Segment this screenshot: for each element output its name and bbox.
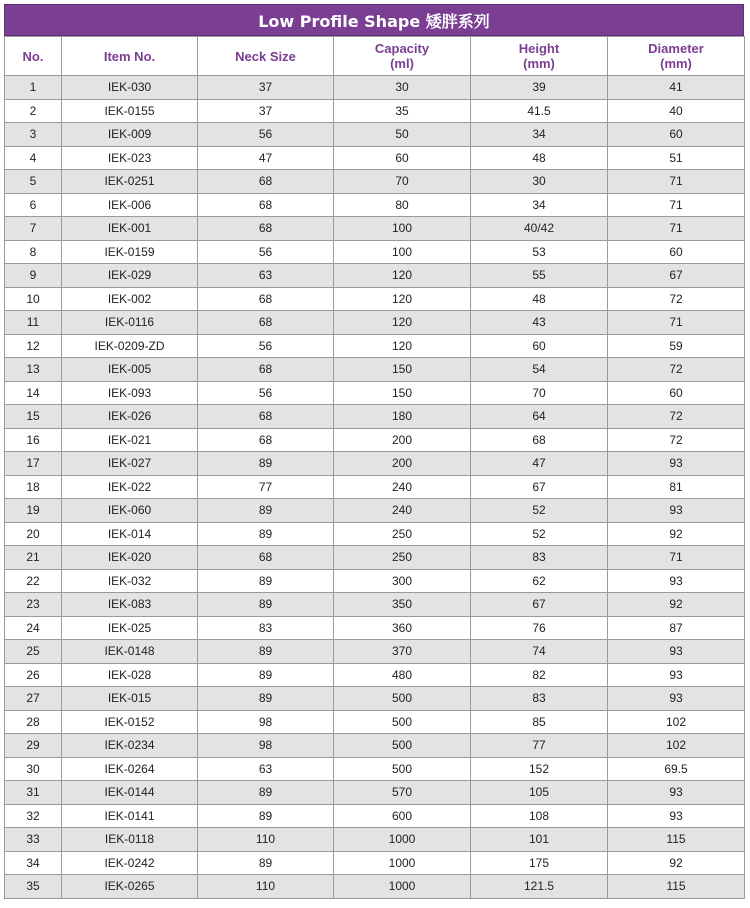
cell-item-no: IEK-0152 — [62, 710, 198, 734]
cell-neck-size: 77 — [198, 475, 334, 499]
cell-height: 41.5 — [471, 99, 608, 123]
cell-diameter: 40 — [608, 99, 745, 123]
cell-capacity: 350 — [334, 593, 471, 617]
cell-height: 34 — [471, 123, 608, 147]
table-row — [5, 593, 745, 617]
cell-diameter: 41 — [608, 76, 745, 100]
cell-diameter: 115 — [608, 828, 745, 852]
table-row — [5, 734, 745, 758]
cell-capacity: 1000 — [334, 828, 471, 852]
cell-height: 77 — [471, 734, 608, 758]
table-row — [5, 452, 745, 476]
cell-no: 35 — [5, 875, 62, 899]
cell-neck-size: 56 — [198, 123, 334, 147]
header-diameter-label: Diameter — [648, 41, 704, 56]
cell-height: 48 — [471, 146, 608, 170]
header-no: No. — [5, 37, 62, 76]
cell-no: 31 — [5, 781, 62, 805]
cell-no: 4 — [5, 146, 62, 170]
cell-capacity: 120 — [334, 311, 471, 335]
cell-neck-size: 68 — [198, 546, 334, 570]
cell-capacity: 120 — [334, 287, 471, 311]
cell-height: 64 — [471, 405, 608, 429]
cell-item-no: IEK-030 — [62, 76, 198, 100]
table-row — [5, 616, 745, 640]
cell-diameter: 60 — [608, 381, 745, 405]
cell-diameter: 67 — [608, 264, 745, 288]
cell-no: 30 — [5, 757, 62, 781]
cell-capacity: 150 — [334, 358, 471, 382]
cell-item-no: IEK-0209-ZD — [62, 334, 198, 358]
cell-height: 82 — [471, 663, 608, 687]
table-row — [5, 546, 745, 570]
cell-item-no: IEK-083 — [62, 593, 198, 617]
cell-height: 105 — [471, 781, 608, 805]
cell-capacity: 35 — [334, 99, 471, 123]
table-row — [5, 381, 745, 405]
cell-height: 62 — [471, 569, 608, 593]
cell-neck-size: 63 — [198, 757, 334, 781]
table-row — [5, 499, 745, 523]
cell-capacity: 120 — [334, 264, 471, 288]
cell-diameter: 93 — [608, 499, 745, 523]
table-row — [5, 569, 745, 593]
cell-item-no: IEK-0148 — [62, 640, 198, 664]
cell-no: 34 — [5, 851, 62, 875]
cell-height: 68 — [471, 428, 608, 452]
cell-no: 5 — [5, 170, 62, 194]
cell-diameter: 93 — [608, 804, 745, 828]
cell-height: 70 — [471, 381, 608, 405]
table-row — [5, 851, 745, 875]
cell-capacity: 150 — [334, 381, 471, 405]
cell-diameter: 93 — [608, 640, 745, 664]
cell-no: 11 — [5, 311, 62, 335]
cell-capacity: 180 — [334, 405, 471, 429]
cell-item-no: IEK-015 — [62, 687, 198, 711]
cell-no: 23 — [5, 593, 62, 617]
header-diameter — [608, 37, 745, 76]
cell-neck-size: 89 — [198, 663, 334, 687]
table-row — [5, 217, 745, 241]
cell-diameter: 60 — [608, 240, 745, 264]
cell-diameter: 92 — [608, 593, 745, 617]
cell-neck-size: 37 — [198, 99, 334, 123]
cell-diameter: 92 — [608, 522, 745, 546]
cell-capacity: 100 — [334, 217, 471, 241]
cell-height: 43 — [471, 311, 608, 335]
cell-neck-size: 98 — [198, 710, 334, 734]
table-row — [5, 640, 745, 664]
cell-item-no: IEK-0144 — [62, 781, 198, 805]
header-neck-size: Neck Size — [198, 37, 334, 76]
cell-capacity: 600 — [334, 804, 471, 828]
cell-neck-size: 83 — [198, 616, 334, 640]
cell-height: 67 — [471, 593, 608, 617]
cell-diameter: 93 — [608, 781, 745, 805]
cell-item-no: IEK-0234 — [62, 734, 198, 758]
cell-item-no: IEK-0265 — [62, 875, 198, 899]
cell-capacity: 570 — [334, 781, 471, 805]
cell-item-no: IEK-009 — [62, 123, 198, 147]
cell-neck-size: 47 — [198, 146, 334, 170]
cell-capacity: 30 — [334, 76, 471, 100]
cell-capacity: 250 — [334, 522, 471, 546]
table-row — [5, 781, 745, 805]
cell-diameter: 72 — [608, 287, 745, 311]
cell-no: 32 — [5, 804, 62, 828]
cell-diameter: 115 — [608, 875, 745, 899]
cell-capacity: 200 — [334, 428, 471, 452]
cell-no: 29 — [5, 734, 62, 758]
cell-neck-size: 89 — [198, 640, 334, 664]
cell-height: 83 — [471, 546, 608, 570]
cell-neck-size: 56 — [198, 240, 334, 264]
cell-neck-size: 89 — [198, 851, 334, 875]
cell-no: 1 — [5, 76, 62, 100]
table-row — [5, 170, 745, 194]
cell-item-no: IEK-0242 — [62, 851, 198, 875]
cell-height: 152 — [471, 757, 608, 781]
cell-height: 40/42 — [471, 217, 608, 241]
cell-neck-size: 37 — [198, 76, 334, 100]
cell-height: 74 — [471, 640, 608, 664]
header-height-label: Height — [518, 41, 560, 56]
cell-item-no: IEK-0264 — [62, 757, 198, 781]
cell-item-no: IEK-060 — [62, 499, 198, 523]
cell-height: 52 — [471, 499, 608, 523]
cell-diameter: 93 — [608, 687, 745, 711]
cell-capacity: 1000 — [334, 875, 471, 899]
cell-item-no: IEK-028 — [62, 663, 198, 687]
table-row — [5, 475, 745, 499]
cell-capacity: 60 — [334, 146, 471, 170]
table-row — [5, 334, 745, 358]
cell-no: 10 — [5, 287, 62, 311]
cell-height: 47 — [471, 452, 608, 476]
cell-height: 55 — [471, 264, 608, 288]
cell-capacity: 70 — [334, 170, 471, 194]
cell-neck-size: 56 — [198, 381, 334, 405]
spec-table-container — [4, 4, 744, 899]
cell-no: 28 — [5, 710, 62, 734]
cell-neck-size: 89 — [198, 781, 334, 805]
cell-no: 15 — [5, 405, 62, 429]
cell-diameter: 59 — [608, 334, 745, 358]
cell-capacity: 240 — [334, 499, 471, 523]
cell-neck-size: 68 — [198, 217, 334, 241]
table-title: Low Profile Shape 矮胖系列 — [4, 4, 744, 36]
cell-item-no: IEK-0141 — [62, 804, 198, 828]
cell-neck-size: 89 — [198, 452, 334, 476]
cell-diameter: 71 — [608, 170, 745, 194]
cell-neck-size: 68 — [198, 428, 334, 452]
cell-item-no: IEK-021 — [62, 428, 198, 452]
table-row — [5, 123, 745, 147]
cell-diameter: 92 — [608, 851, 745, 875]
cell-neck-size: 89 — [198, 569, 334, 593]
cell-no: 3 — [5, 123, 62, 147]
cell-item-no: IEK-025 — [62, 616, 198, 640]
cell-no: 27 — [5, 687, 62, 711]
cell-diameter: 93 — [608, 569, 745, 593]
cell-no: 25 — [5, 640, 62, 664]
cell-item-no: IEK-014 — [62, 522, 198, 546]
cell-item-no: IEK-0251 — [62, 170, 198, 194]
header-capacity — [334, 37, 471, 76]
cell-height: 53 — [471, 240, 608, 264]
table-row — [5, 287, 745, 311]
header-height-unit: (mm) — [523, 56, 555, 71]
header-row — [5, 37, 745, 76]
cell-item-no: IEK-006 — [62, 193, 198, 217]
table-row — [5, 828, 745, 852]
cell-diameter: 71 — [608, 311, 745, 335]
cell-no: 2 — [5, 99, 62, 123]
table-row — [5, 146, 745, 170]
cell-capacity: 80 — [334, 193, 471, 217]
cell-diameter: 102 — [608, 734, 745, 758]
table-row — [5, 687, 745, 711]
cell-item-no: IEK-0155 — [62, 99, 198, 123]
cell-item-no: IEK-005 — [62, 358, 198, 382]
table-row — [5, 99, 745, 123]
cell-item-no: IEK-001 — [62, 217, 198, 241]
cell-no: 13 — [5, 358, 62, 382]
table-row — [5, 875, 745, 899]
cell-neck-size: 98 — [198, 734, 334, 758]
cell-item-no: IEK-020 — [62, 546, 198, 570]
cell-no: 7 — [5, 217, 62, 241]
cell-neck-size: 110 — [198, 875, 334, 899]
cell-neck-size: 56 — [198, 334, 334, 358]
cell-diameter: 71 — [608, 546, 745, 570]
cell-height: 85 — [471, 710, 608, 734]
cell-capacity: 1000 — [334, 851, 471, 875]
cell-no: 19 — [5, 499, 62, 523]
cell-neck-size: 68 — [198, 170, 334, 194]
cell-height: 76 — [471, 616, 608, 640]
cell-capacity: 100 — [334, 240, 471, 264]
cell-item-no: IEK-029 — [62, 264, 198, 288]
cell-height: 121.5 — [471, 875, 608, 899]
cell-no: 22 — [5, 569, 62, 593]
cell-item-no: IEK-022 — [62, 475, 198, 499]
cell-no: 17 — [5, 452, 62, 476]
cell-diameter: 71 — [608, 217, 745, 241]
cell-neck-size: 110 — [198, 828, 334, 852]
cell-capacity: 200 — [334, 452, 471, 476]
cell-diameter: 93 — [608, 663, 745, 687]
cell-no: 6 — [5, 193, 62, 217]
header-capacity-label: Capacity — [374, 41, 430, 56]
table-row — [5, 76, 745, 100]
cell-capacity: 500 — [334, 687, 471, 711]
table-row — [5, 663, 745, 687]
cell-neck-size: 68 — [198, 405, 334, 429]
cell-no: 12 — [5, 334, 62, 358]
cell-height: 34 — [471, 193, 608, 217]
cell-height: 175 — [471, 851, 608, 875]
spec-table — [4, 36, 745, 899]
cell-capacity: 240 — [334, 475, 471, 499]
cell-capacity: 50 — [334, 123, 471, 147]
cell-capacity: 480 — [334, 663, 471, 687]
cell-diameter: 60 — [608, 123, 745, 147]
header-diameter-unit: (mm) — [660, 56, 692, 71]
header-height — [471, 37, 608, 76]
cell-diameter: 71 — [608, 193, 745, 217]
cell-item-no: IEK-0118 — [62, 828, 198, 852]
table-row — [5, 358, 745, 382]
cell-capacity: 500 — [334, 710, 471, 734]
table-row — [5, 264, 745, 288]
cell-neck-size: 89 — [198, 593, 334, 617]
cell-height: 39 — [471, 76, 608, 100]
cell-no: 8 — [5, 240, 62, 264]
cell-height: 67 — [471, 475, 608, 499]
table-row — [5, 311, 745, 335]
table-row — [5, 804, 745, 828]
cell-capacity: 370 — [334, 640, 471, 664]
cell-no: 9 — [5, 264, 62, 288]
cell-neck-size: 89 — [198, 804, 334, 828]
cell-no: 21 — [5, 546, 62, 570]
table-row — [5, 240, 745, 264]
cell-item-no: IEK-093 — [62, 381, 198, 405]
cell-no: 20 — [5, 522, 62, 546]
cell-diameter: 72 — [608, 358, 745, 382]
cell-capacity: 360 — [334, 616, 471, 640]
cell-diameter: 93 — [608, 452, 745, 476]
header-item-no: Item No. — [62, 37, 198, 76]
cell-neck-size: 89 — [198, 499, 334, 523]
cell-item-no: IEK-023 — [62, 146, 198, 170]
table-body — [5, 76, 745, 899]
header-capacity-unit: (ml) — [390, 56, 414, 71]
cell-item-no: IEK-002 — [62, 287, 198, 311]
cell-item-no: IEK-027 — [62, 452, 198, 476]
cell-no: 16 — [5, 428, 62, 452]
table-row — [5, 193, 745, 217]
cell-neck-size: 89 — [198, 687, 334, 711]
cell-item-no: IEK-0159 — [62, 240, 198, 264]
cell-diameter: 51 — [608, 146, 745, 170]
cell-height: 52 — [471, 522, 608, 546]
cell-height: 60 — [471, 334, 608, 358]
cell-height: 30 — [471, 170, 608, 194]
cell-height: 54 — [471, 358, 608, 382]
cell-item-no: IEK-0116 — [62, 311, 198, 335]
table-row — [5, 522, 745, 546]
cell-height: 83 — [471, 687, 608, 711]
table-row — [5, 428, 745, 452]
cell-capacity: 300 — [334, 569, 471, 593]
cell-no: 18 — [5, 475, 62, 499]
cell-neck-size: 68 — [198, 287, 334, 311]
cell-diameter: 72 — [608, 405, 745, 429]
cell-height: 48 — [471, 287, 608, 311]
cell-capacity: 250 — [334, 546, 471, 570]
cell-diameter: 87 — [608, 616, 745, 640]
cell-height: 101 — [471, 828, 608, 852]
cell-no: 24 — [5, 616, 62, 640]
table-row — [5, 405, 745, 429]
cell-neck-size: 68 — [198, 193, 334, 217]
cell-height: 108 — [471, 804, 608, 828]
cell-diameter: 102 — [608, 710, 745, 734]
cell-diameter: 69.5 — [608, 757, 745, 781]
cell-neck-size: 68 — [198, 311, 334, 335]
table-row — [5, 757, 745, 781]
cell-diameter: 81 — [608, 475, 745, 499]
cell-no: 33 — [5, 828, 62, 852]
cell-no: 14 — [5, 381, 62, 405]
cell-neck-size: 63 — [198, 264, 334, 288]
cell-capacity: 120 — [334, 334, 471, 358]
cell-neck-size: 89 — [198, 522, 334, 546]
table-row — [5, 710, 745, 734]
cell-no: 26 — [5, 663, 62, 687]
cell-capacity: 500 — [334, 734, 471, 758]
cell-diameter: 72 — [608, 428, 745, 452]
cell-capacity: 500 — [334, 757, 471, 781]
cell-item-no: IEK-026 — [62, 405, 198, 429]
cell-neck-size: 68 — [198, 358, 334, 382]
cell-item-no: IEK-032 — [62, 569, 198, 593]
